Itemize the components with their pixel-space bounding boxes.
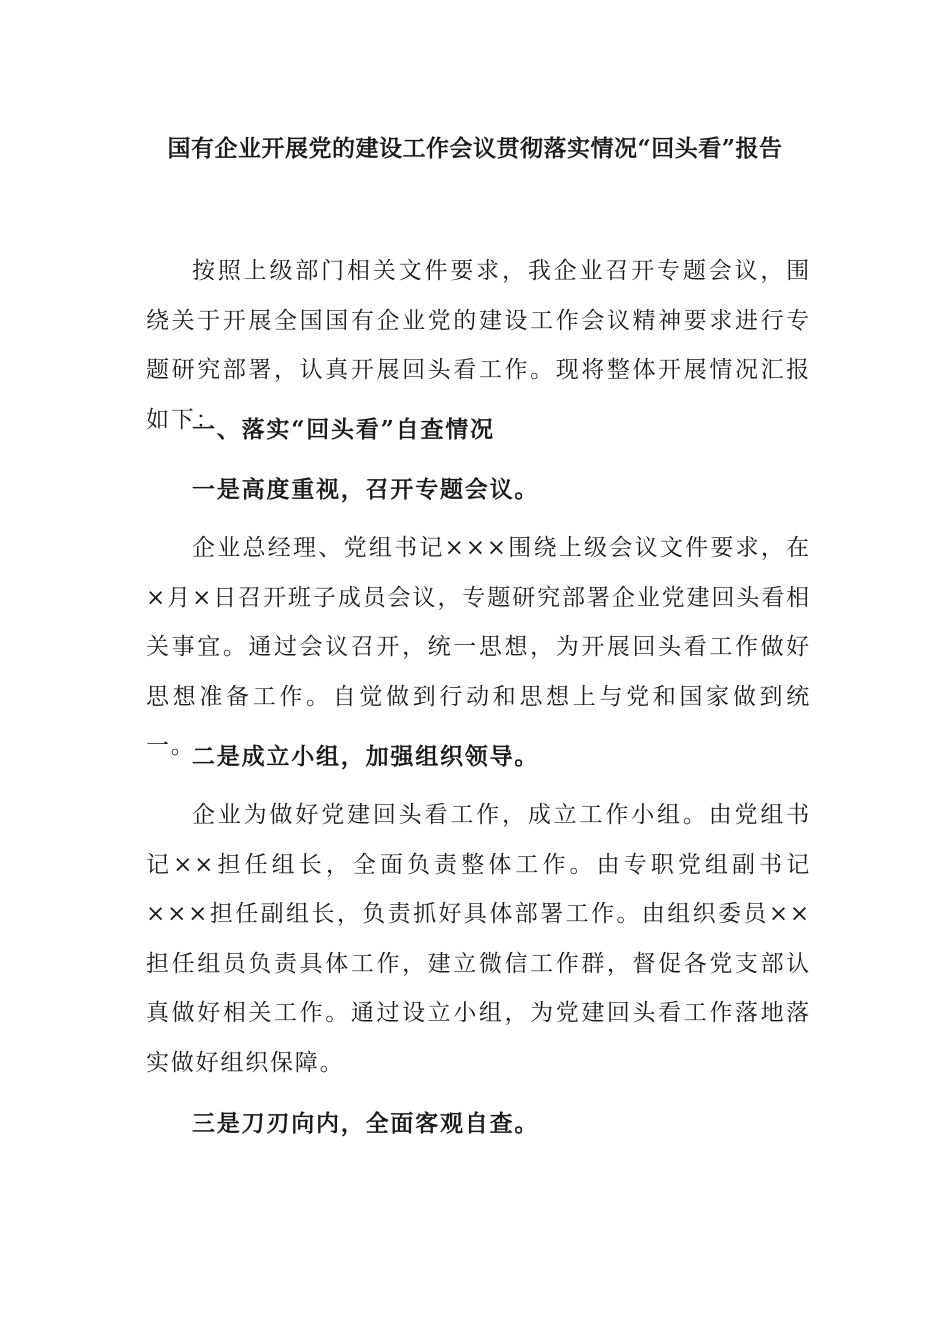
intro-paragraph: 按照上级部门相关文件要求，我企业召开专题会议，围绕关于开展全国国有企业党的建设工作会议精神要求进行专题研究部署，认真开展回头看工作。现将整体开展情况汇报如下： [146, 258, 811, 433]
point-paragraph-1: 企业总经理、党组书记×××围绕上级会议文件要求，在×月×日召开班子成员会议，专题研究部署企业党建回头看相关事宜。通过会议召开，统一思想，为开展回头看工作做好思想准备工作。自觉做到行动和思想上与党和国家做到统一。 [146, 535, 811, 759]
section-heading-1: 一、落实“回头看”自查情况 [192, 416, 495, 443]
document-title: 国有企业开展党的建设工作会议贯彻落实情况“回头看”报告 [167, 135, 783, 162]
point-paragraph-2: 企业为做好党建回头看工作，成立工作小组。由党组书记××担任组长，全面负责整体工作。由专职党组副书记×××担任副组长，负责抓好具体部署工作。由组织委员××担任组员负责具体工作，建立微信工作群，督促各党支部认真做好相关工作。通过设立小组，为党建回头看工作落地落实做好组织保障。 [146, 802, 811, 1076]
point-heading-1: 一是高度重视，召开专题会议。 [192, 476, 540, 503]
point-heading-3: 三是刀刃向内，全面客观自查。 [192, 1110, 540, 1137]
point-heading-2: 二是成立小组，加强组织领导。 [192, 743, 540, 770]
